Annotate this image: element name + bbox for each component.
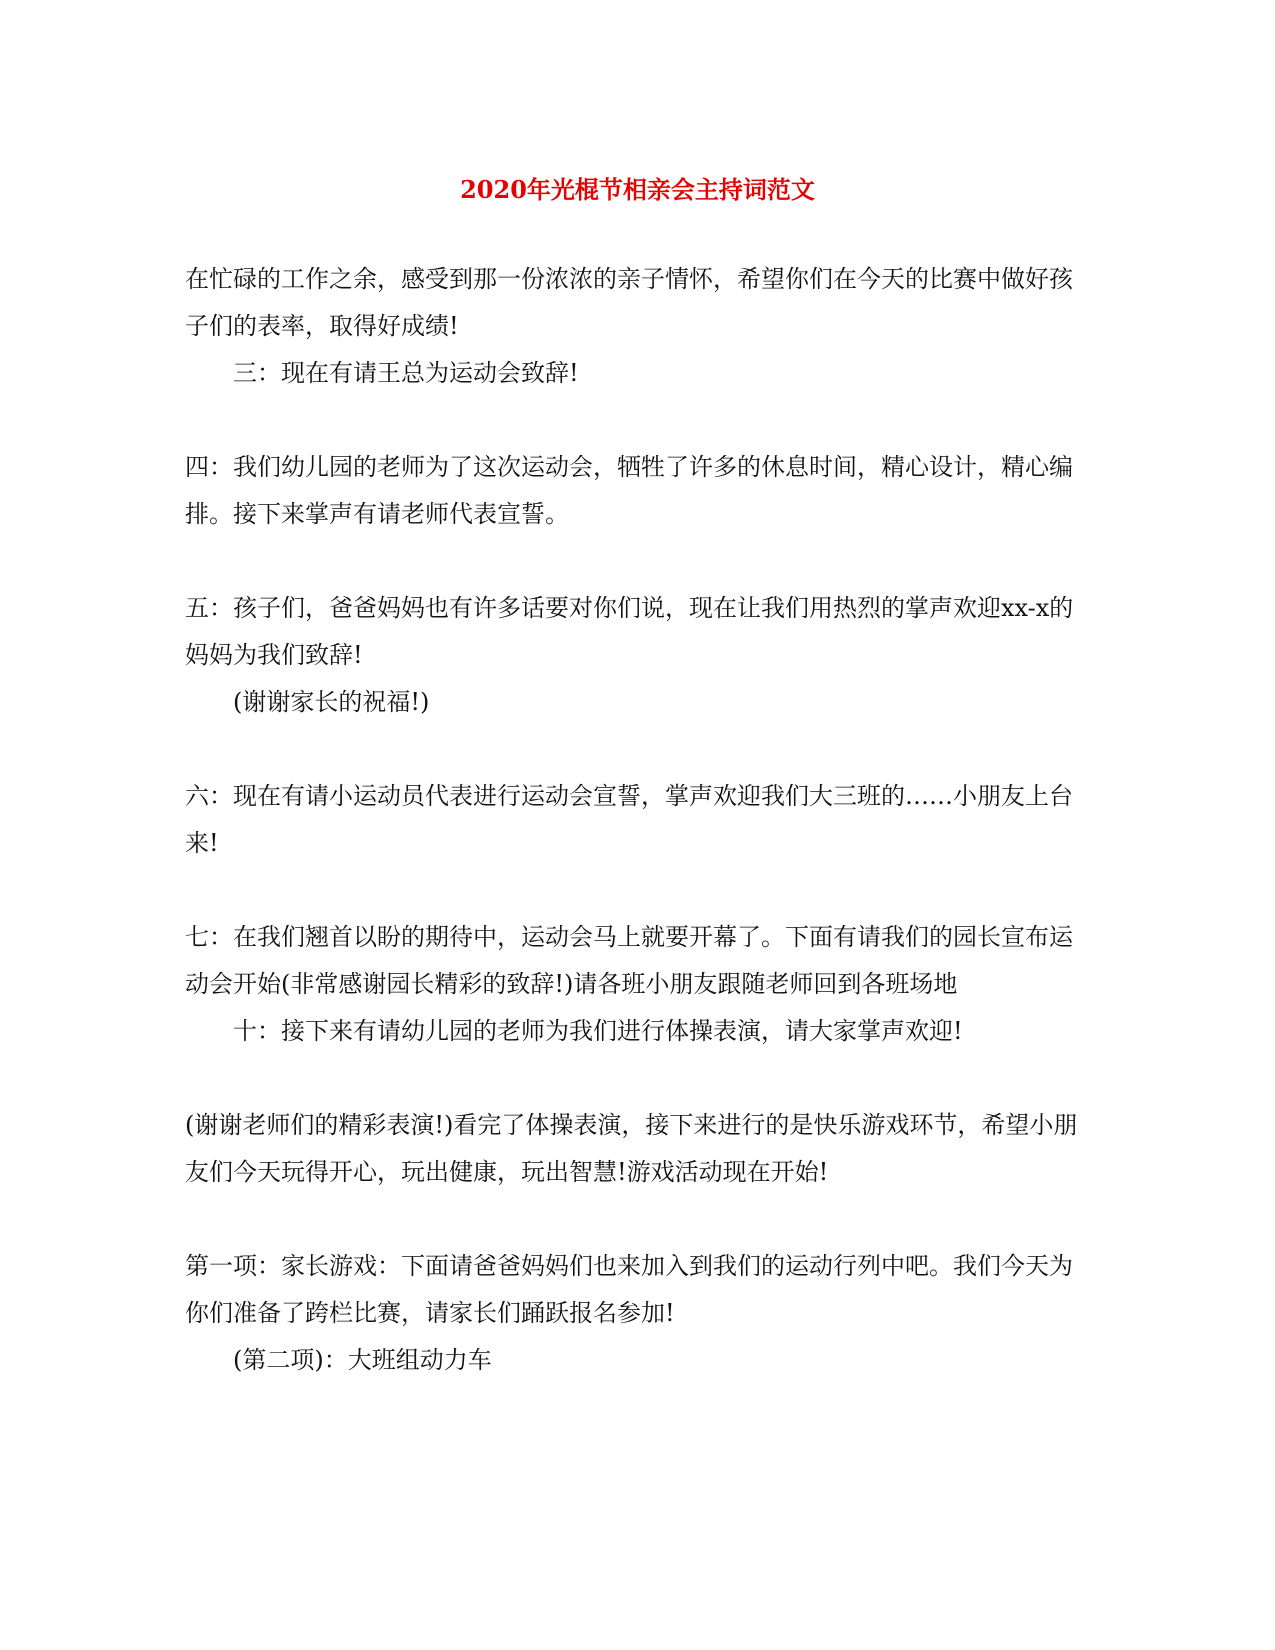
- paragraph-game-1: 第一项：家长游戏：下面请爸爸妈妈们也来加入到我们的运动行列中吧。我们今天为你们准备了跨栏比赛，请家长们踊跃报名参加!: [185, 1252, 1073, 1327]
- paragraph-item-6: 六：现在有请小运动员代表进行运动会宣誓，掌声欢迎我们大三班的……小朋友上台来!: [185, 782, 1073, 857]
- paragraph-game-2: (第二项)：大班组动力车: [233, 1346, 492, 1374]
- paragraph-item-10: 十：接下来有请幼儿园的老师为我们进行体操表演，请大家掌声欢迎!: [233, 1017, 963, 1045]
- paragraph-thanks-parents: (谢谢家长的祝福!): [233, 688, 430, 716]
- paragraph-games-intro: (谢谢老师们的精彩表演!)看完了体操表演，接下来进行的是快乐游戏环节，希望小朋友们今天玩得开心，玩出健康，玩出智慧!游戏活动现在开始!: [185, 1111, 1078, 1186]
- paragraph-item-7: 七：在我们翘首以盼的期待中，运动会马上就要开幕了。下面有请我们的园长宣布运动会开始(非常感谢园长精彩的致辞!)请各班小朋友跟随老师回到各班场地: [185, 923, 1073, 998]
- paragraph-item-5: 五：孩子们，爸爸妈妈也有许多话要对你们说，现在让我们用热烈的掌声欢迎xx-x的妈妈为我们致辞!: [185, 594, 1074, 669]
- document-title: 2020年光棍节相亲会主持词范文: [460, 175, 815, 204]
- paragraph-item-3: 三：现在有请王总为运动会致辞!: [233, 359, 579, 387]
- paragraph-intro: 在忙碌的工作之余，感受到那一份浓浓的亲子情怀，希望你们在今天的比赛中做好孩子们的表率，取得好成绩!: [185, 265, 1073, 340]
- document-body: [185, 256, 1090, 1384]
- paragraph-item-4: 四：我们幼儿园的老师为了这次运动会，牺牲了许多的休息时间，精心设计，精心编排。接下来掌声有请老师代表宣誓。: [185, 453, 1073, 528]
